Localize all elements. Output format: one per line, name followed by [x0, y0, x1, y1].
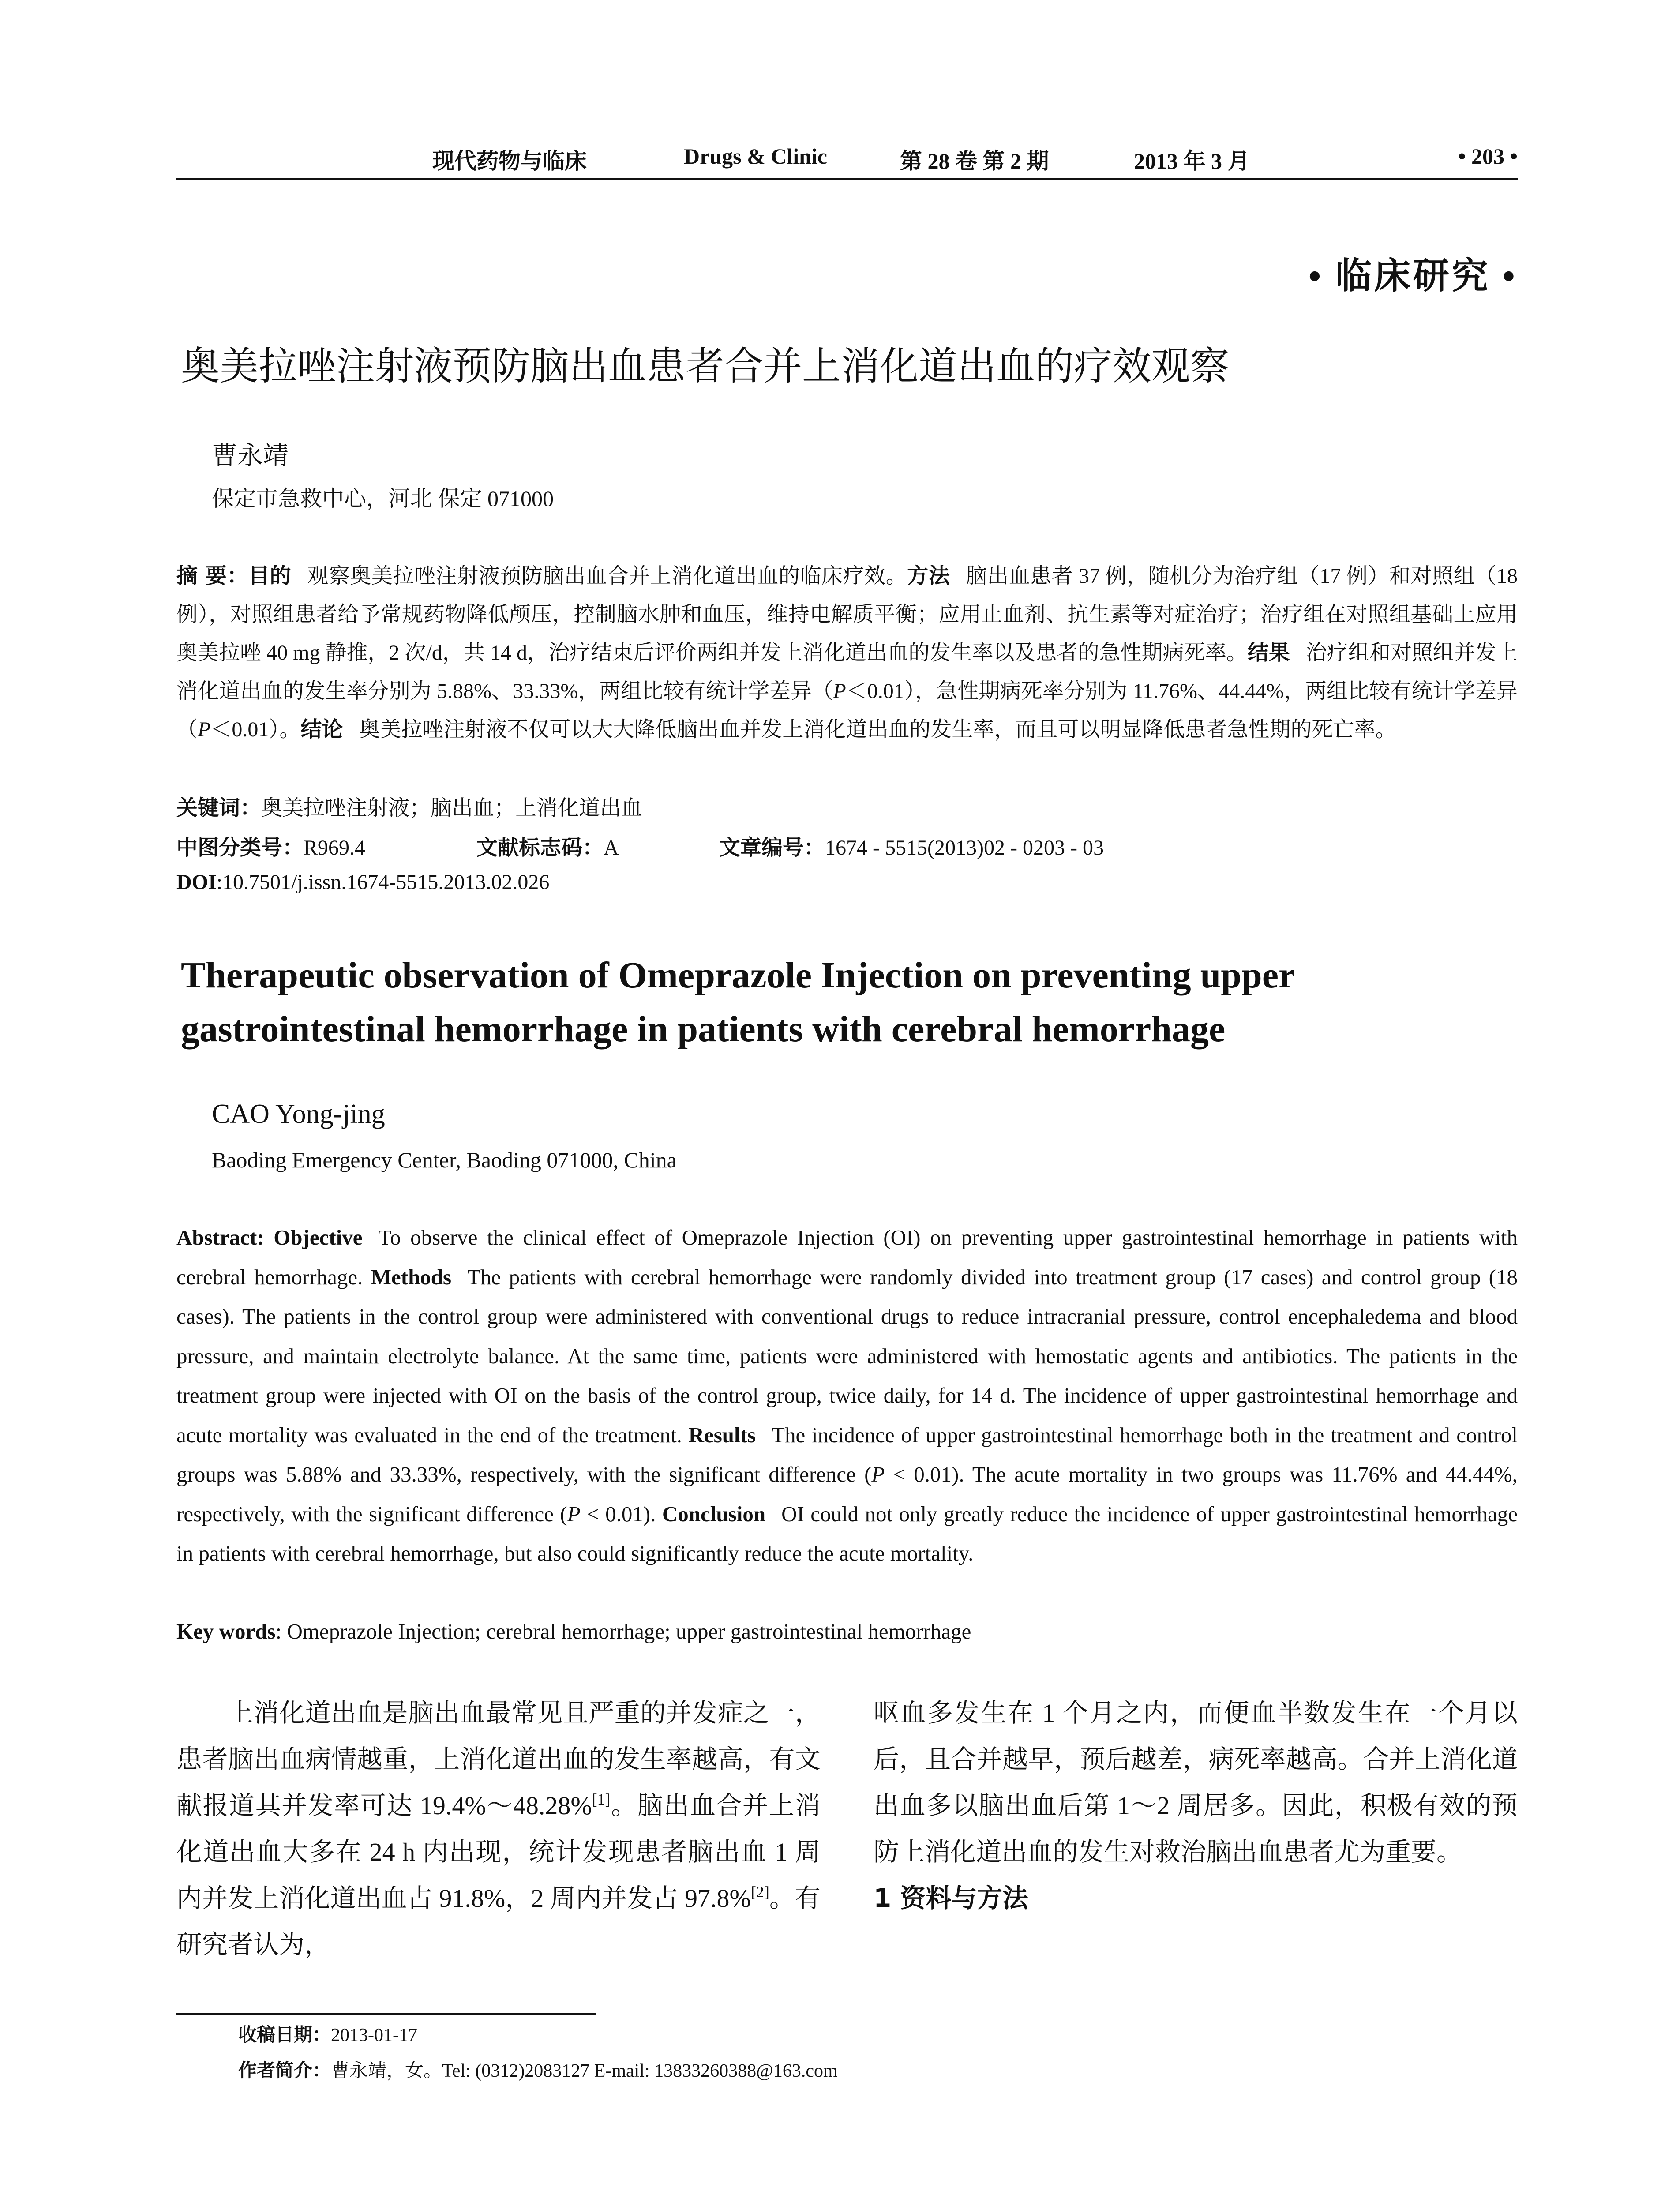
body-text: 上消化道出血是脑出血最常见且严重的并发症之一，患者脑出血病情越重，上消化道出血的发生率越高，有文献报道其并发率可达 19.4%～48.28%: [176, 1699, 821, 1820]
results-text: The incidence of upper gastrointestinal hemorrhage both in the treatment and control groups was 5.88% and 33.33%, respectively, with the significant difference (: [176, 1422, 1518, 1486]
received-date: 2013-01-17: [331, 2025, 417, 2045]
doi-link[interactable]: :10.7501/j.issn.1674-5515.2013.02.026: [216, 870, 550, 894]
objective-text: To observe the clinical effect of Omeprazole Injection (OI) on preventing upper gastrointestinal hemorrhage in patients with cerebral hemorrhage.: [176, 1225, 1518, 1289]
objective-label: 目的: [248, 563, 292, 588]
classification-line: [176, 830, 1518, 866]
body-column-right: [874, 1690, 1518, 1921]
results-text: < 0.01). The acute mortality in two groups was 11.76% and 44.44%, respectively, with the significant difference (: [176, 1462, 1518, 1526]
journal-name-cn: 现代药物与临床: [432, 149, 587, 173]
document-code: A: [604, 836, 619, 859]
issue-date: 2013 年 3 月: [1134, 149, 1250, 173]
received-date-line: [238, 2017, 838, 2053]
p-symbol: P: [567, 1501, 581, 1526]
english-abstract: [176, 1218, 1518, 1573]
chinese-title: 奥美拉唑注射液预防脑出血患者合并上消化道出血的疗效观察: [181, 343, 1230, 389]
header-rule: [176, 178, 1518, 180]
page-number: • 203 •: [1458, 144, 1518, 169]
p-symbol: P: [198, 718, 211, 741]
author-info-label: 作者简介：: [238, 2060, 331, 2081]
conclusion-text: OI could not only greatly reduce the incidence of upper gastrointestinal hemorrhage in patients with cerebral hemorrhage, but also could significantly reduce the acute mortality.: [176, 1501, 1518, 1565]
body-text: 。有研究者认为，: [176, 1884, 821, 1959]
keywords-label: 关键词：: [176, 795, 262, 820]
chinese-keywords: [176, 791, 642, 821]
results-text: ＜0.01），急性期病死率分别为 11.76%、44.44%，两组比较有统计学差异（: [176, 679, 1518, 741]
chinese-author: 曹永靖: [212, 441, 289, 470]
footnote-rule: [176, 2013, 596, 2015]
doi-label: DOI: [176, 870, 217, 894]
author-info-line: [238, 2053, 838, 2089]
english-keywords: [176, 1612, 971, 1651]
keywords-text: 奥美拉唑注射液；脑出血；上消化道出血: [261, 796, 643, 820]
section-label: • 临床研究 •: [1308, 256, 1518, 296]
clc-label: 中图分类号：: [176, 835, 304, 860]
journal-name-en: Drugs & Clinic: [684, 144, 827, 169]
volume-issue: 第 28 卷 第 2 期: [900, 149, 1049, 173]
results-label: Results: [688, 1422, 756, 1447]
document-code-label: 文献标志码：: [476, 835, 604, 860]
chinese-affiliation: 保定市急救中心，河北 保定 071000: [212, 486, 554, 511]
keywords-text: : Omeprazole Injection; cerebral hemorrhage; upper gastrointestinal hemorrhage: [275, 1619, 971, 1643]
citation-1[interactable]: [1]: [592, 1790, 611, 1808]
p-symbol: P: [871, 1462, 885, 1486]
abstract-objective-label: Abstract: Objective: [176, 1225, 363, 1249]
footnotes: [238, 2017, 838, 2089]
doi-line: [176, 870, 549, 894]
clc-code: R969.4: [304, 836, 366, 859]
article-number: 1674 - 5515(2013)02 - 0203 - 03: [825, 836, 1104, 859]
body-paragraph: 呕血多发生在 1 个月之内，而便血半数发生在一个月以后，且合并越早，预后越差，病死率越高。合并上消化道出血多以脑出血后第 1～2 周居多。因此，积极有效的预防上消化道出血的发生对救治脑出血患者尤为重要。: [874, 1699, 1518, 1866]
body-text: 。脑出血合并上消化道出血大多在 24 h 内出现，统计发现患者脑出血 1 周内并发上消化道出血占 91.8%，2 周内并发占 97.8%: [176, 1791, 821, 1913]
conclusion-label: 结论: [300, 717, 343, 742]
methods-text: The patients with cerebral hemorrhage were randomly divided into treatment group (17 cases) and control group (18 cases). The patients in the control group were administered with conventional drugs to reduce intracranial pressure, control encephaledema and blood pressure, and maintain electrolyte balance. At the same time, patients were administered with hemostatic agents and antibiotics. The patients in the treatment group were injected with OI on the basis of the control group, twice daily, for 14 d. The incidence of upper gastrointestinal hemorrhage and acute mortality was evaluated in the end of the treatment.: [176, 1264, 1518, 1447]
received-label: 收稿日期：: [238, 2024, 331, 2045]
citation-2[interactable]: [2]: [750, 1883, 769, 1901]
methods-text: 脑出血患者 37 例，随机分为治疗组（17 例）和对照组（18 例），对照组患者给予常规药物降低颅压，控制脑水肿和血压，维持电解质平衡；应用止血剂、抗生素等对症治疗；治疗组在对照组基础上应用奥美拉唑 40 mg 静推，2 次/d，共 14 d，治疗结束后评价两组并发上消化道出血的发生率以及患者的急性期病死率。: [176, 564, 1518, 664]
results-text: < 0.01).: [580, 1501, 656, 1526]
keywords-label: Key words: [176, 1619, 276, 1643]
results-text: 治疗组和对照组并发上消化道出血的发生率分别为 5.88%、33.33%，两组比较有统计学差异（: [176, 641, 1518, 703]
author-info: 曹永靖，女。Tel: (0312)2083127 E-mail: 13833260388@163.com: [331, 2061, 838, 2081]
article-number-label: 文章编号：: [719, 835, 825, 860]
objective-text: 观察奥美拉唑注射液预防脑出血合并上消化道出血的临床疗效。: [307, 564, 908, 588]
section-heading: 1 资料与方法: [874, 1883, 1028, 1913]
methods-label: Methods: [371, 1264, 452, 1289]
english-title: Therapeutic observation of Omeprazole Injection on preventing upper gastrointestinal hemorrhage in patients with cerebral hemorrhage: [181, 955, 1294, 1050]
body-paragraph: [176, 1690, 821, 1968]
p-symbol: P: [833, 679, 846, 703]
results-text: ＜0.01）。: [210, 718, 301, 741]
body-column-left: [176, 1690, 821, 1968]
methods-label: 方法: [907, 563, 950, 588]
results-label: 结果: [1247, 640, 1290, 665]
english-author: CAO Yong-jing: [212, 1099, 385, 1129]
abstract-label: 摘 要：: [176, 563, 249, 588]
conclusion-text: 奥美拉唑注射液不仅可以大大降低脑出血并发上消化道出血的发生率，而且可以明显降低患者急性期的死亡率。: [359, 718, 1397, 741]
conclusion-label: Conclusion: [662, 1501, 766, 1526]
running-header: [176, 139, 1518, 179]
english-affiliation: Baoding Emergency Center, Baoding 071000, China: [212, 1148, 677, 1172]
chinese-abstract: [176, 557, 1518, 749]
